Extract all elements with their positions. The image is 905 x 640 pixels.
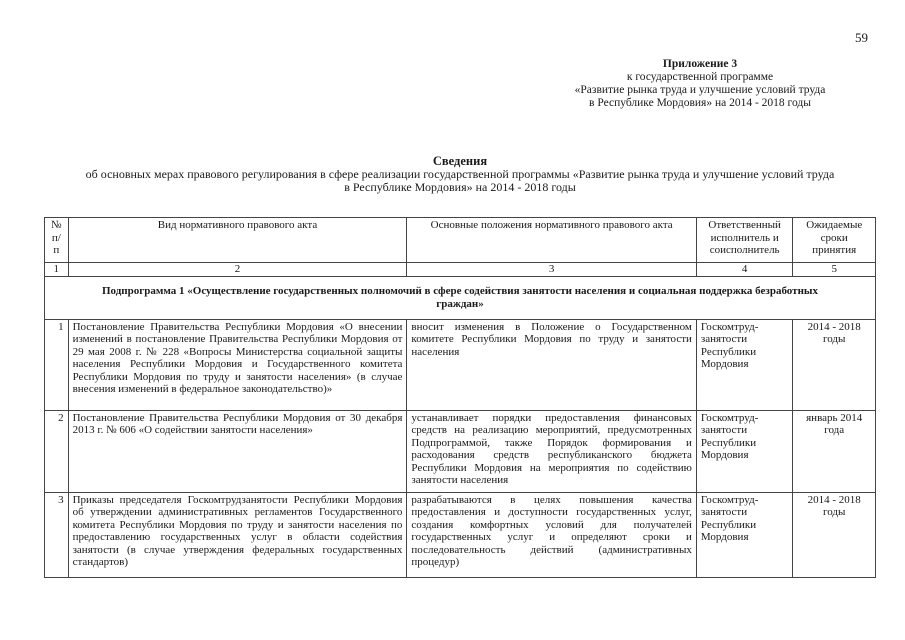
row-act: Постановление Правительства Республики Мордовия «О внесении изменений в постановление Правительства Республики Мордовия от 29 мая 2008 г. № 228 «Вопросы Министерства социальной защиты населения Республики Мордовия и Государственного комитета Республики Мордовия по труду и занятости населения» (в случае внесения изменений в федеральное законодательство)» bbox=[68, 319, 407, 410]
row-responsible: Госкомтруд-занятости Республики Мордовия bbox=[696, 410, 793, 492]
table-row bbox=[45, 410, 876, 492]
row-provisions: устанавливает порядки предоставления финансовых средств на реализацию мероприятий, предусмотренных Подпрограммой, также Порядок формирования и расходования средств республиканского бюджета Республики Мордовия на мероприятия по содействию занятости населения bbox=[407, 410, 697, 492]
column-number: 5 bbox=[793, 263, 876, 277]
row-act: Постановление Правительства Республики Мордовия от 30 декабря 2013 г. № 606 «О содействии занятости населения» bbox=[68, 410, 407, 492]
appendix-title: Приложение 3 bbox=[662, 58, 738, 70]
row-number: 3 bbox=[45, 492, 69, 577]
row-number: 1 bbox=[45, 319, 69, 410]
column-number-row bbox=[45, 263, 876, 277]
table-header-row bbox=[45, 218, 876, 263]
row-act: Приказы председателя Госкомтрудзанятости Республики Мордовия об утверждении административных регламентов Государственного комитета Республики Мордовия по труду и занятости населения по предоставлению государственных услуг в области содействия занятости (в случае утверждения федеральных государственных стандартов) bbox=[68, 492, 407, 577]
header-cell-responsible: Ответственный исполнитель и соисполнитель bbox=[696, 218, 793, 263]
row-deadline: январь 2014 года bbox=[793, 410, 876, 492]
appendix-line: к государственной программе bbox=[626, 71, 774, 83]
header-cell-provisions: Основные положения нормативного правового акта bbox=[407, 218, 697, 263]
column-number: 2 bbox=[68, 263, 407, 277]
document-heading bbox=[40, 155, 880, 194]
section-row bbox=[45, 276, 876, 319]
header-cell-number: № п/п bbox=[45, 218, 69, 263]
column-number: 3 bbox=[407, 263, 697, 277]
column-number: 4 bbox=[696, 263, 793, 277]
page-number: 59 bbox=[855, 30, 868, 45]
table-row bbox=[45, 492, 876, 577]
heading-line: в Республике Мордовия» на 2014 - 2018 годы bbox=[344, 180, 576, 194]
row-responsible: Госкомтруд-занятости Республики Мордовия bbox=[696, 492, 793, 577]
row-number: 2 bbox=[45, 410, 69, 492]
appendix-block bbox=[540, 58, 860, 110]
heading-line: об основных мерах правового регулирования в сфере реализации государственной программы «Развитие рынка труда и улучшение условий труда bbox=[85, 167, 835, 181]
row-responsible: Госкомтруд-занятости Республики Мордовия bbox=[696, 319, 793, 410]
appendix-line: в Республике Мордовия» на 2014 - 2018 годы bbox=[589, 97, 811, 109]
column-number: 1 bbox=[45, 263, 69, 277]
row-provisions: разрабатываются в целях повышения качества предоставления и доступности государственных услуг, создания комфортных условий для получателей государственных услуг и определяют сроки и последовательность действий (административных процедур) bbox=[407, 492, 697, 577]
section-title: Подпрограмма 1 «Осуществление государственных полномочий в сфере содействия занятости населения и социальная поддержка безработных граждан» bbox=[45, 276, 876, 319]
row-provisions: вносит изменения в Положение о Государственном комитете Республики Мордовия по труду и занятости населения bbox=[407, 319, 697, 410]
table-row bbox=[45, 319, 876, 410]
row-deadline: 2014 - 2018 годы bbox=[793, 492, 876, 577]
heading-title: Сведения bbox=[432, 154, 488, 168]
header-cell-act: Вид нормативного правового акта bbox=[68, 218, 407, 263]
appendix-line: «Развитие рынка труда и улучшение условий труда bbox=[574, 84, 826, 96]
measures-table bbox=[44, 217, 876, 578]
header-cell-deadline: Ожидаемые сроки принятия bbox=[793, 218, 876, 263]
row-deadline: 2014 - 2018 годы bbox=[793, 319, 876, 410]
